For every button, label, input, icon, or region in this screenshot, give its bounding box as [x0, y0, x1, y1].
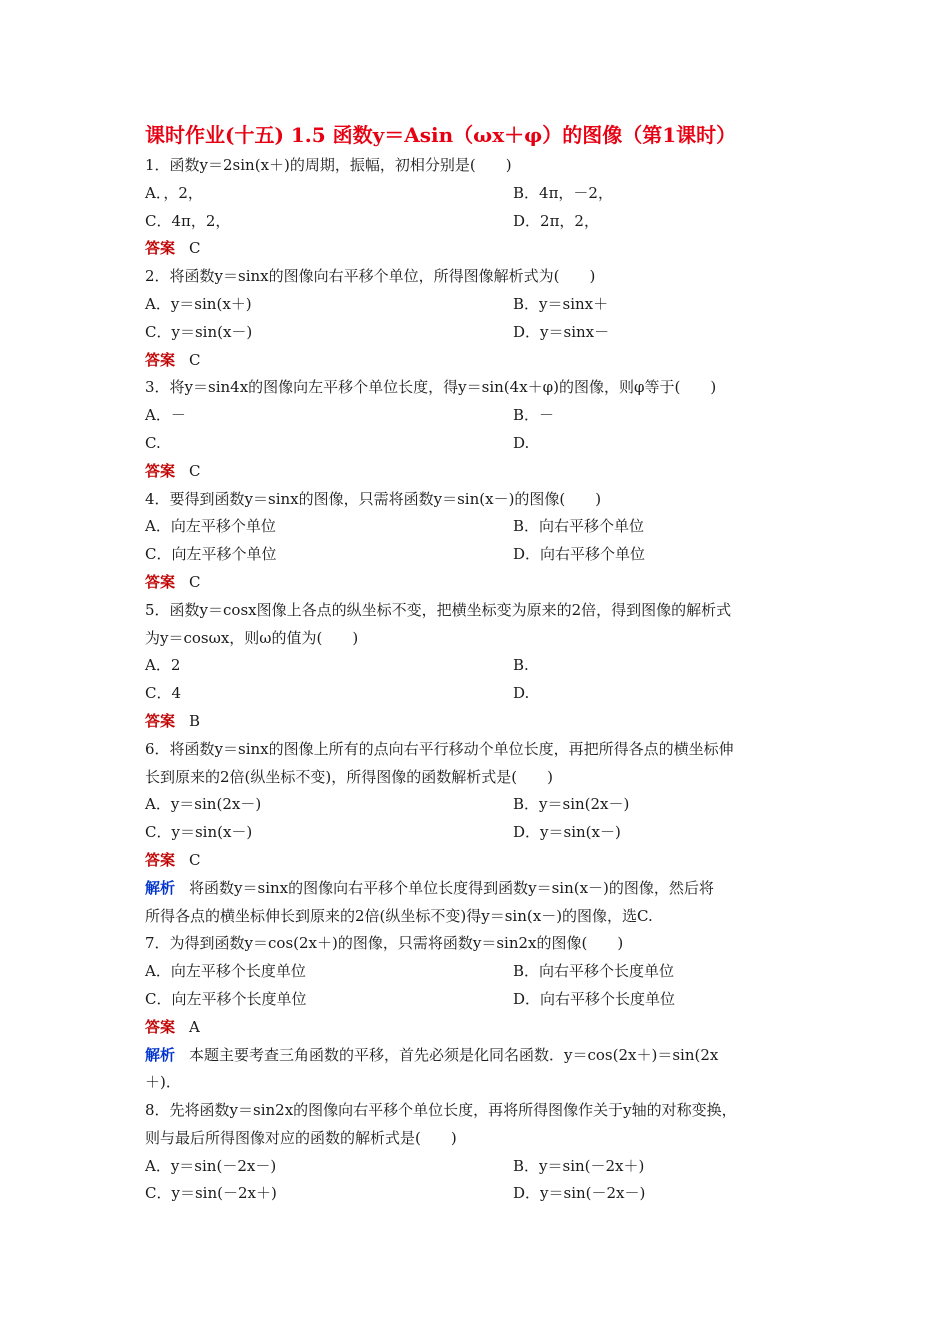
option-row	[145, 319, 810, 347]
option-row	[145, 430, 810, 458]
answer-label: 答案	[145, 239, 176, 258]
option-row	[145, 402, 810, 430]
option: A．－	[145, 406, 186, 425]
question-stem: 3．将y＝sin4x的图像向左平移个单位长度，得y＝sin(4x＋φ)的图像，则φ等于( )	[145, 378, 717, 397]
question-stem: 6．将函数y＝sinx的图像上所有的点向右平行移动个单位长度，再把所得各点的横坐标伸	[145, 739, 734, 758]
question-block	[145, 930, 810, 1097]
option-row	[145, 986, 810, 1014]
option: C．y＝sin(－2x＋)	[145, 1184, 277, 1203]
question-stem: 则与最后所得图像对应的函数的解析式是( )	[145, 1128, 457, 1147]
question-block	[145, 152, 810, 263]
question-list	[145, 152, 810, 1208]
option-row	[145, 208, 810, 236]
question-block	[145, 597, 810, 736]
option: C．4π，2，	[145, 211, 231, 230]
option: C.	[145, 433, 161, 452]
option: A．y＝sin(－2x－)	[145, 1156, 277, 1175]
answer-line	[145, 708, 810, 736]
option: C．y＝sin(x－)	[145, 823, 253, 842]
explanation-text: 本题主要考查三角函数的平移，首先必须是化同名函数．y＝cos(2x＋)＝sin(2x	[189, 1045, 719, 1064]
option: B．向右平移个单位	[513, 517, 645, 536]
option-row	[145, 541, 810, 569]
explanation-label: 解析	[145, 878, 176, 897]
option: A．向左平移个单位	[145, 517, 276, 536]
question-block	[145, 736, 810, 931]
option: D.	[513, 684, 530, 703]
explanation-text: 将函数y＝sinx的图像向右平移个单位长度得到函数y＝sin(x－)的图像，然后将	[189, 878, 714, 897]
option: A．2	[145, 656, 181, 675]
option: B．－	[513, 406, 555, 425]
question-block	[145, 374, 810, 485]
question-stem: 为y＝cosωx，则ω的值为( )	[145, 628, 359, 647]
answer-label: 答案	[145, 461, 176, 480]
explanation-text: 所得各点的横坐标伸长到原来的2倍(纵坐标不变)得y＝sin(x－)的图像，选C.	[145, 906, 653, 925]
answer-line	[145, 569, 810, 597]
option-row	[145, 180, 810, 208]
question-block	[145, 263, 810, 374]
answer-label: 答案	[145, 350, 176, 369]
explanation-line	[145, 903, 810, 931]
answer-line	[145, 1014, 810, 1042]
answer-line	[145, 847, 810, 875]
option: D．向右平移个单位	[513, 545, 646, 564]
option: A．y＝sin(2x－)	[145, 795, 262, 814]
option: A．，2，	[145, 183, 203, 202]
question-stem: 1．函数y＝2sin(x＋)的周期，振幅，初相分别是( )	[145, 156, 512, 174]
answer-value: A	[189, 1017, 200, 1036]
answer-value: C	[189, 350, 201, 369]
option: B．向右平移个长度单位	[513, 962, 675, 981]
option: C．4	[145, 684, 182, 703]
option: D．y＝sinx－	[513, 322, 610, 341]
question-stem: 7．为得到函数y＝cos(2x＋)的图像，只需将函数y＝sin2x的图像( )	[145, 934, 624, 953]
option: D．2π，2，	[513, 211, 599, 230]
option-row	[145, 680, 810, 708]
question-stem: 4．要得到函数y＝sinx的图像，只需将函数y＝sin(x－)的图像( )	[145, 489, 602, 508]
answer-value: C	[189, 461, 201, 480]
option: C．向左平移个单位	[145, 545, 277, 564]
question-stem: 8．先将函数y＝sin2x的图像向右平移个单位长度，再将所得图像作关于y轴的对称变换，	[145, 1101, 737, 1120]
explanation-line	[145, 1042, 810, 1070]
answer-line	[145, 235, 810, 263]
answer-value: C	[189, 572, 201, 591]
answer-value: B	[189, 711, 201, 730]
answer-value: C	[189, 239, 201, 258]
page-title: 课时作业(十五) 1.5 函数y＝Asin（ωx＋φ）的图像（第1课时）	[145, 123, 737, 147]
option-row	[145, 652, 810, 680]
question-block	[145, 486, 810, 597]
option: C．向左平移个长度单位	[145, 989, 307, 1008]
question-stem: 长到原来的2倍(纵坐标不变)，所得图像的函数解析式是( )	[145, 767, 553, 786]
answer-label: 答案	[145, 1017, 176, 1036]
option-row	[145, 791, 810, 819]
option: D．y＝sin(－2x－)	[513, 1184, 646, 1203]
option: D.	[513, 433, 530, 452]
answer-label: 答案	[145, 850, 176, 869]
option: B．4π，－2，	[513, 183, 613, 202]
option-row	[145, 291, 810, 319]
answer-line	[145, 458, 810, 486]
option: B．y＝sin(－2x＋)	[513, 1156, 645, 1175]
option: A．y＝sin(x＋)	[145, 294, 252, 313]
answer-line	[145, 347, 810, 375]
answer-label: 答案	[145, 572, 176, 591]
explanation-line	[145, 875, 810, 903]
option-row	[145, 819, 810, 847]
question-stem: 2．将函数y＝sinx的图像向右平移个单位，所得图像解析式为( )	[145, 267, 596, 286]
answer-value: C	[189, 850, 201, 869]
explanation-label: 解析	[145, 1045, 176, 1064]
option: C．y＝sin(x－)	[145, 322, 253, 341]
question-stem: 5．函数y＝cosx图像上各点的纵坐标不变，把横坐标变为原来的2倍，得到图像的解析式	[145, 600, 732, 619]
answer-label: 答案	[145, 711, 176, 730]
option-row	[145, 1153, 810, 1181]
explanation-text: ＋)．	[145, 1073, 181, 1092]
option: A．向左平移个长度单位	[145, 962, 306, 981]
option: D．向右平移个长度单位	[513, 989, 676, 1008]
question-block	[145, 1097, 810, 1208]
option: B.	[513, 656, 529, 675]
option-row	[145, 1180, 810, 1208]
option: B．y＝sin(2x－)	[513, 795, 630, 814]
explanation-line	[145, 1069, 810, 1097]
option: D．y＝sin(x－)	[513, 823, 621, 842]
option-row	[145, 958, 810, 986]
option-row	[145, 513, 810, 541]
option: B．y＝sinx＋	[513, 294, 609, 313]
